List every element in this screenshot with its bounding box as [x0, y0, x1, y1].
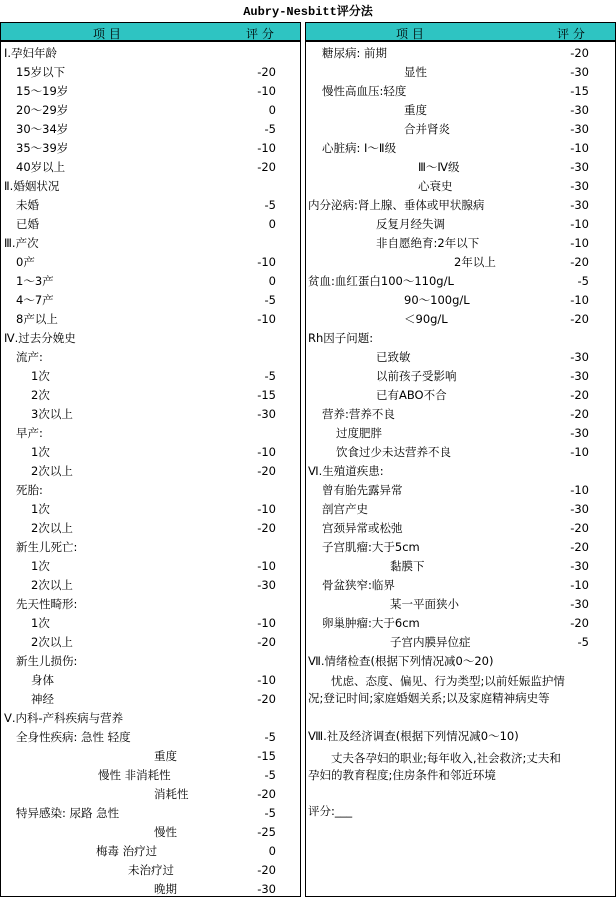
- left-row-label: 30～34岁: [16, 122, 69, 136]
- left-row-score: -5: [264, 730, 276, 744]
- left-row-label: 慢性: [154, 825, 177, 839]
- right-row-label: 营养:营养不良: [322, 407, 395, 421]
- left-row-score: -5: [264, 806, 276, 820]
- left-header-score: 评 分: [246, 27, 274, 41]
- left-row-score: -10: [257, 502, 276, 516]
- right-row-score: -30: [570, 350, 589, 364]
- right-row-label: 心衰史: [418, 179, 453, 193]
- right-row-score: -5: [577, 635, 589, 649]
- right-row-score: -20: [570, 46, 589, 60]
- right-row-label: 贫血:血红蛋白100～110g/L: [308, 274, 454, 288]
- right-row-score: -10: [570, 578, 589, 592]
- right-row-label: 剖宫产史: [322, 502, 368, 516]
- right-row-label: 内分泌病:肾上腺、垂体或甲状腺病: [308, 198, 485, 212]
- left-row-label: 2次以上: [31, 464, 73, 478]
- left-header-item: 项 目: [93, 27, 121, 41]
- left-row-score: 0: [268, 274, 276, 288]
- left-row-label: Ⅰ.孕妇年龄: [4, 46, 58, 60]
- right-row-label: Ⅵ.生殖道疾患:: [308, 464, 384, 478]
- left-row-label: 2次以上: [31, 521, 73, 535]
- left-row-score: -20: [257, 65, 276, 79]
- left-row-score: -20: [257, 521, 276, 535]
- right-row-score: -10: [570, 445, 589, 459]
- right-row-label: Ⅲ～Ⅳ级: [418, 160, 460, 174]
- right-row-score: -30: [570, 198, 589, 212]
- right-row-score: -30: [570, 65, 589, 79]
- right-row-label: 90～100g/L: [404, 293, 470, 307]
- right-row-score: -20: [570, 255, 589, 269]
- right-row-score: -30: [570, 502, 589, 516]
- left-row-label: 消耗性: [154, 787, 189, 801]
- left-row-label: 全身性疾病: 急性 轻度: [16, 730, 131, 744]
- right-row-label: 心脏病: Ⅰ～Ⅱ级: [322, 141, 397, 155]
- total-score-label: 评分:___: [308, 804, 353, 818]
- right-row-score: -5: [577, 274, 589, 288]
- left-row-label: 慢性 非消耗性: [98, 768, 171, 782]
- left-row-label: 4～7产: [16, 293, 54, 307]
- left-row-score: -20: [257, 787, 276, 801]
- left-row-score: -5: [264, 122, 276, 136]
- left-row-score: -25: [257, 825, 276, 839]
- left-row-score: -10: [257, 84, 276, 98]
- left-row-score: -5: [264, 369, 276, 383]
- left-row-score: -20: [257, 160, 276, 174]
- right-row-score: -30: [570, 179, 589, 193]
- right-row-label: 合并肾炎: [404, 122, 450, 136]
- left-row-label: 重度: [154, 749, 177, 763]
- left-row-score: -30: [257, 407, 276, 421]
- left-row-label: 40岁以上: [16, 160, 66, 174]
- left-row-label: 新生儿损伤:: [16, 654, 78, 668]
- right-row-label: 糖尿病: 前期: [322, 46, 388, 60]
- left-table-header: [0, 22, 301, 41]
- left-row-score: -15: [257, 749, 276, 763]
- left-row-score: -10: [257, 141, 276, 155]
- right-row-score: -10: [570, 141, 589, 155]
- left-row-label: 特异感染: 尿路 急性: [16, 806, 120, 820]
- page-title: Aubry-Nesbitt评分法: [243, 5, 373, 19]
- right-row-label: 骨盆狭窄:临界: [322, 578, 395, 592]
- left-row-score: -20: [257, 464, 276, 478]
- social-heading: Ⅷ.社及经济调查(根据下列情况减0～10): [308, 729, 519, 743]
- right-row-score: -30: [570, 103, 589, 117]
- left-row-label: 流产:: [16, 350, 43, 364]
- right-row-score: -30: [570, 160, 589, 174]
- right-header-item: 项 目: [396, 27, 424, 41]
- left-row-label: 15～19岁: [16, 84, 69, 98]
- right-row-score: -20: [570, 407, 589, 421]
- right-row-label: 非自愿绝育:2年以下: [376, 236, 480, 250]
- left-row-label: 1次: [31, 445, 50, 459]
- left-row-score: -10: [257, 445, 276, 459]
- left-row-label: 8产以上: [16, 312, 58, 326]
- right-row-label: 宫颈异常或松弛: [322, 521, 403, 535]
- right-row-score: -10: [570, 293, 589, 307]
- right-row-label: 2年以上: [454, 255, 496, 269]
- right-row-label: 子宫肌瘤:大于5cm: [322, 540, 420, 554]
- emotion-description: 忧虑、态度、偏见、行为类型;以前妊娠监护情况;登记时间;家庭婚姻关系;以及家庭精神病史等: [308, 674, 565, 705]
- right-row-score: -30: [570, 559, 589, 573]
- left-row-label: Ⅲ.产次: [4, 236, 39, 250]
- left-row-score: -10: [257, 312, 276, 326]
- right-row-label: 曾有胎先露异常: [322, 483, 403, 497]
- left-row-label: 身体: [31, 673, 54, 687]
- left-row-label: Ⅳ.过去分娩史: [4, 331, 76, 345]
- right-row-score: -30: [570, 122, 589, 136]
- right-row-label: 子宫内膜异位症: [390, 635, 471, 649]
- left-row-score: -20: [257, 692, 276, 706]
- left-row-label: 1次: [31, 616, 50, 630]
- right-row-label: 反复月经失调: [376, 217, 445, 231]
- left-row-label: 神经: [31, 692, 54, 706]
- left-row-label: 未婚: [16, 198, 39, 212]
- left-row-label: 已婚: [16, 217, 39, 231]
- left-row-score: 0: [268, 844, 276, 858]
- right-row-label: 饮食过少未达营养不良: [336, 445, 451, 459]
- right-row-label: Rh因子问题:: [308, 331, 374, 345]
- left-row-score: -10: [257, 255, 276, 269]
- right-row-score: -20: [570, 388, 589, 402]
- right-row-label: 显性: [404, 65, 427, 79]
- left-row-label: 新生儿死亡:: [16, 540, 78, 554]
- left-row-score: -20: [257, 863, 276, 877]
- right-row-label: 黏膜下: [390, 559, 425, 573]
- right-column: [305, 41, 616, 897]
- left-row-score: 0: [268, 217, 276, 231]
- right-row-score: -10: [570, 217, 589, 231]
- social-description: 丈夫各孕妇的职业;每年收入,社会救济;丈夫和孕妇的教育程度;住房条件和邻近环境: [308, 751, 561, 782]
- right-row-label: ＜90g/L: [404, 312, 448, 326]
- right-row-label: 卵巢肿瘤:大于6cm: [322, 616, 420, 630]
- left-row-label: 梅毒 治疗过: [96, 844, 158, 858]
- right-row-label: 已有ABO不合: [376, 388, 447, 402]
- left-row-label: 2次以上: [31, 578, 73, 592]
- left-row-label: 2次: [31, 388, 50, 402]
- right-row-label: 慢性高血压:轻度: [322, 84, 407, 98]
- left-row-score: -5: [264, 198, 276, 212]
- left-row-score: -20: [257, 635, 276, 649]
- right-row-label: 过度肥胖: [336, 426, 382, 440]
- left-row-label: 晚期: [154, 882, 177, 896]
- left-row-label: 3次以上: [31, 407, 73, 421]
- left-row-score: -15: [257, 388, 276, 402]
- right-row-score: -10: [570, 236, 589, 250]
- left-row-label: 未治疗过: [128, 863, 174, 877]
- right-header-score: 评 分: [557, 27, 585, 41]
- right-row-score: -20: [570, 312, 589, 326]
- right-row-score: -30: [570, 369, 589, 383]
- left-row-score: -30: [257, 578, 276, 592]
- left-row-score: -10: [257, 559, 276, 573]
- left-row-label: 1次: [31, 502, 50, 516]
- right-row-label: Ⅶ.情绪检查(根据下列情况减0～20): [308, 654, 494, 668]
- left-row-label: Ⅱ.婚姻状况: [4, 179, 60, 193]
- left-row-label: 先天性畸形:: [16, 597, 78, 611]
- right-row-label: 以前孩子受影响: [376, 369, 457, 383]
- right-row-score: -10: [570, 483, 589, 497]
- right-row-label: 某一平面狭小: [390, 597, 459, 611]
- left-row-label: 20～29岁: [16, 103, 69, 117]
- left-row-score: -10: [257, 673, 276, 687]
- left-row-score: 0: [268, 103, 276, 117]
- left-row-label: 死胎:: [16, 483, 43, 497]
- right-table-header: [305, 22, 616, 41]
- left-row-label: 0产: [16, 255, 35, 269]
- left-column: [0, 41, 301, 897]
- left-row-label: 2次以上: [31, 635, 73, 649]
- right-row-score: -30: [570, 597, 589, 611]
- left-row-label: 15岁以下: [16, 65, 66, 79]
- left-row-label: 35～39岁: [16, 141, 69, 155]
- left-row-score: -30: [257, 882, 276, 896]
- right-row-label: 重度: [404, 103, 427, 117]
- right-row-score: -20: [570, 540, 589, 554]
- left-row-label: 1～3产: [16, 274, 54, 288]
- left-row-label: 早产:: [16, 426, 43, 440]
- left-row-score: -10: [257, 616, 276, 630]
- left-row-label: 1次: [31, 369, 50, 383]
- left-row-label: 1次: [31, 559, 50, 573]
- right-row-score: -15: [570, 84, 589, 98]
- right-row-score: -30: [570, 426, 589, 440]
- left-row-score: -5: [264, 768, 276, 782]
- right-row-score: -20: [570, 616, 589, 630]
- right-row-score: -20: [570, 521, 589, 535]
- right-row-label: 已致敏: [376, 350, 411, 364]
- left-row-label: Ⅴ.内科-产科疾病与营养: [4, 711, 124, 725]
- left-row-score: -5: [264, 293, 276, 307]
